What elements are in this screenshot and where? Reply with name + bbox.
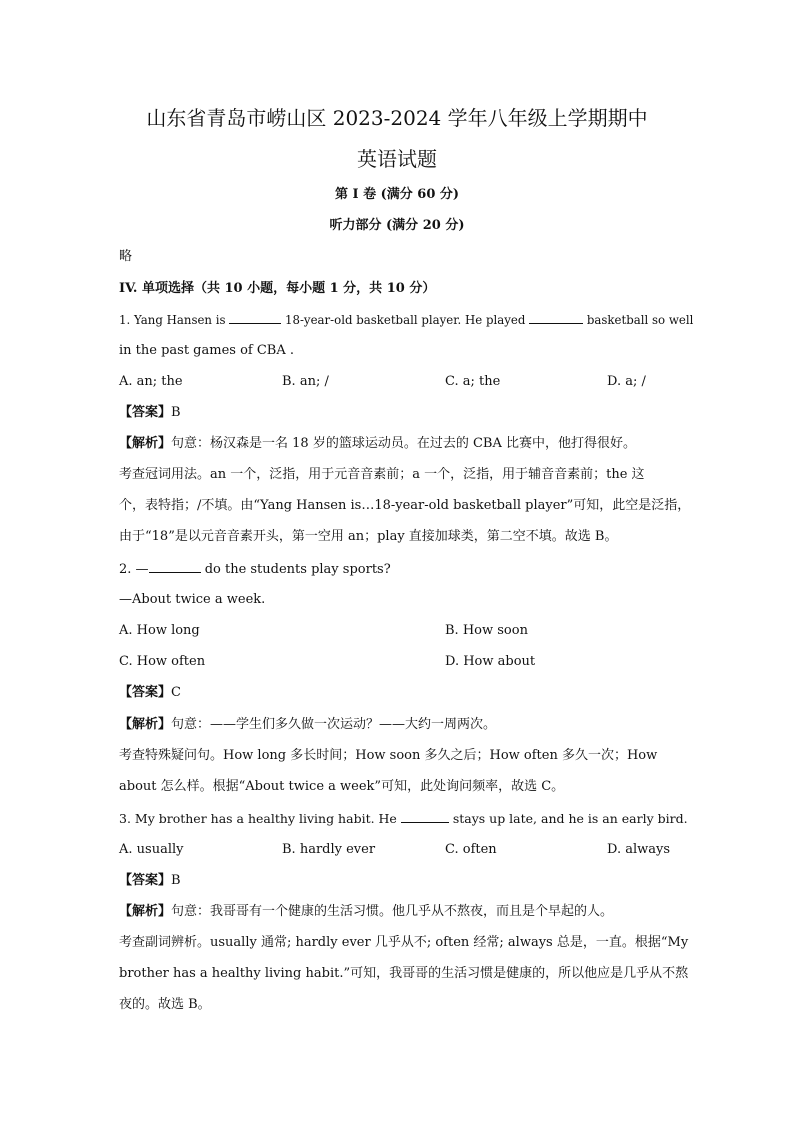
q2-option-b: B. How soon xyxy=(445,623,528,638)
question-1-stem xyxy=(119,311,693,329)
q1-analysis-line-4: 由于“18”是以元音音素开头，第一空用 an；play 直接加球类，第二空不填。故选 B。 xyxy=(119,529,618,544)
q2-option-c: C. How often xyxy=(119,654,206,669)
q1-answer-label: 【答案】 xyxy=(119,405,172,420)
q2-analysis-line-1 xyxy=(119,716,496,734)
q2-analysis-text-1: 句意：——学生们多久做一次运动？——大约一周两次。 xyxy=(171,717,497,732)
q1-stem-part-a: 1. Yang Hansen is xyxy=(119,313,226,327)
q2-analysis-line-2: 考查特殊疑问句。How long 多长时间；How soon 多久之后；How often 多久一次；How xyxy=(119,748,658,763)
q3-answer-label: 【答案】 xyxy=(119,873,172,888)
question-1-stem-line2: in the past games of CBA . xyxy=(119,343,295,358)
q1-analysis-text-1: 句意：杨汉森是一名 18 岁的篮球运动员。在过去的 CBA 比赛中，他打得很好。 xyxy=(171,436,636,451)
q1-option-b: B. an; / xyxy=(282,374,329,389)
q1-blank-1 xyxy=(229,311,281,324)
q1-stem-part-c: basketball so well xyxy=(586,313,694,327)
question-3-stem xyxy=(119,810,688,828)
omitted-note: 略 xyxy=(119,249,133,264)
q3-stem-part-a: 3. My brother has a healthy living habit. He xyxy=(119,811,397,826)
q1-blank-2 xyxy=(529,311,583,324)
q1-analysis-label: 【解析】 xyxy=(119,436,172,451)
q3-answer xyxy=(119,872,181,890)
q2-answer-label: 【答案】 xyxy=(119,685,172,700)
q3-analysis-line-1 xyxy=(119,903,613,921)
q3-option-a: A. usually xyxy=(119,842,184,857)
q1-stem-part-b: 18-year-old basketball player. He played xyxy=(285,313,526,327)
q2-option-d: D. How about xyxy=(445,654,536,669)
q2-stem-part-b: do the students play sports? xyxy=(204,562,391,577)
q2-stem-part-a: 2. — xyxy=(119,562,149,577)
q2-answer xyxy=(119,684,181,702)
exam-title: 山东省青岛市崂山区 2023-2024 学年八年级上学期期中 xyxy=(146,106,648,130)
q3-option-b: B. hardly ever xyxy=(282,842,376,857)
q3-option-d: D. always xyxy=(607,842,671,857)
q3-blank xyxy=(401,810,449,823)
q3-analysis-text-1: 句意：我哥哥有一个健康的生活习惯。他几乎从不熬夜，而且是个早起的人。 xyxy=(171,904,614,919)
q1-analysis-line-3: 个，表特指；/不填。由“Yang Hansen is…18-year-old basketball player”可知，此空是泛指， xyxy=(119,498,691,513)
q3-analysis-line-2: 考查副词辨析。usually 通常; hardly ever 几乎从不; often 经常; always 总是，一直。根据“My xyxy=(119,935,689,950)
q2-blank xyxy=(149,560,201,573)
q3-analysis-label: 【解析】 xyxy=(119,904,172,919)
q2-analysis-line-3: about 怎么样。根据“About twice a week”可知，此处询问频率，故选 C。 xyxy=(119,779,565,794)
question-2-stem xyxy=(119,560,391,579)
q3-analysis-line-3: brother has a healthy living habit.”可知，我哥哥的生活习惯是健康的，所以他应是几乎从不熬 xyxy=(119,966,689,981)
exam-subtitle: 英语试题 xyxy=(357,147,437,171)
q3-stem-part-b: stays up late, and he is an early bird. xyxy=(452,811,688,826)
q1-option-d: D. a; / xyxy=(607,374,646,389)
section-heading: IV. 单项选择（共 10 小题，每小题 1 分，共 10 分） xyxy=(119,281,436,296)
q1-answer xyxy=(119,404,181,422)
q3-option-c: C. often xyxy=(445,842,497,857)
q3-analysis-line-4: 夜的。故选 B。 xyxy=(119,997,211,1012)
q1-analysis-line-1 xyxy=(119,435,636,453)
q3-answer-value: B xyxy=(171,873,181,888)
q1-analysis-line-2: 考查冠词用法。an 一个，泛指，用于元音音素前；a 一个，泛指，用于辅音音素前；the 这 xyxy=(119,467,645,482)
volume-heading: 第 I 卷 (满分 60 分) xyxy=(334,187,460,202)
q2-option-a: A. How long xyxy=(119,623,200,638)
q1-option-a: A. an; the xyxy=(119,374,183,389)
q2-answer-value: C xyxy=(171,685,181,700)
q2-analysis-label: 【解析】 xyxy=(119,717,172,732)
q1-answer-value: B xyxy=(171,405,181,420)
listening-heading: 听力部分 (满分 20 分) xyxy=(329,218,465,233)
question-2-reply: —About twice a week. xyxy=(119,592,266,607)
q1-option-c: C. a; the xyxy=(445,374,501,389)
